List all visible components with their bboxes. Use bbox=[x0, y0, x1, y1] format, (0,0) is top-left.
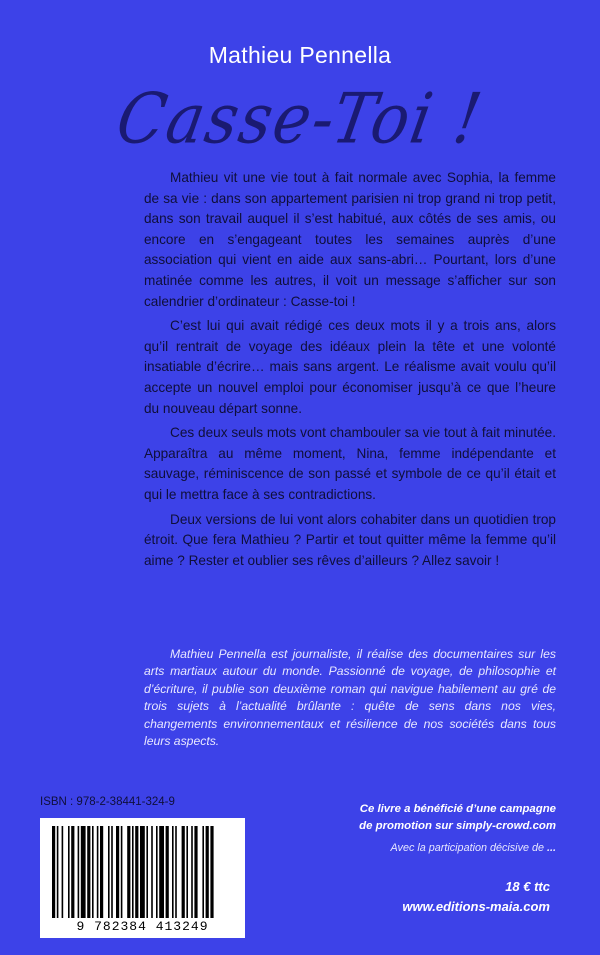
participation-ellipsis: ... bbox=[547, 842, 556, 854]
barcode-bar bbox=[111, 826, 113, 918]
barcode-bar bbox=[140, 826, 145, 918]
promo-text bbox=[316, 801, 556, 835]
barcode-bar bbox=[151, 826, 153, 918]
summary-text bbox=[144, 168, 556, 575]
barcode-bar bbox=[57, 826, 59, 918]
website-link[interactable]: www.editions-maia.com bbox=[402, 899, 550, 914]
barcode-bar bbox=[135, 826, 138, 918]
barcode-bar bbox=[156, 826, 158, 918]
barcode-bar bbox=[175, 826, 177, 918]
summary-paragraph: Deux versions de lui vont alors cohabiter dans un quotidien trop étroit. Que fera Mathieu ? Partir et tout quitter même la femme qu’il aime ? Rester et oublier ses rêves d’ailleurs ? Allez savoir ! bbox=[144, 511, 556, 568]
barcode-bar bbox=[78, 826, 80, 918]
promo-line: de promotion sur simply-crowd.com bbox=[359, 820, 556, 832]
barcode-bar bbox=[97, 826, 99, 918]
barcode-bar bbox=[71, 826, 74, 918]
barcode-bar bbox=[132, 826, 134, 918]
barcode-bar bbox=[159, 826, 164, 918]
barcode-bar bbox=[186, 826, 188, 918]
barcode-bar bbox=[210, 826, 213, 918]
barcode-digits: 9 782384 413249 bbox=[76, 919, 209, 934]
barcode-bar bbox=[108, 826, 110, 918]
barcode-bar bbox=[191, 826, 193, 918]
barcode-bar bbox=[182, 826, 185, 918]
barcode-bar bbox=[62, 826, 64, 918]
book-title: Casse-Toi ! bbox=[110, 77, 490, 160]
author-name: Mathieu Pennella bbox=[208, 42, 392, 68]
summary-paragraph: C’est lui qui avait rédigé ces deux mots il y a trois ans, alors qu’il rentrait de voyage des idéaux plein la tête et une volonté insatiable d’écrire… mais sans argent. Le réalisme avait voulu qu’il accepte un nouvel emploi pour économiser jusqu’à ce que l’heure du nouveau départ sonne. bbox=[144, 318, 556, 416]
barcode bbox=[40, 818, 245, 938]
summary-paragraph: Mathieu vit une vie tout à fait normale avec Sophia, la femme de sa vie : dans son appartement parisien ni trop grand ni trop petit, dans son travail auquel il s’est habitué, aux côtés de ses amis, ou encore en s’engageant toutes les semaines auprès d’une association qui vient en aide aux sans-abri… Pourtant, lors d’une matinée comme les autres, il voit un message s’afficher sur son calendrier d’ordinateur : Casse-toi ! bbox=[144, 170, 556, 309]
barcode-bar bbox=[100, 826, 103, 918]
barcode-bar bbox=[68, 826, 70, 918]
barcode-bar bbox=[127, 826, 130, 918]
barcode-bar bbox=[52, 826, 55, 918]
barcode-bar bbox=[81, 826, 86, 918]
promo-line: Ce livre a bénéficié d’une campagne bbox=[359, 803, 556, 815]
price-label: 18 € ttc bbox=[505, 879, 550, 894]
barcode-bar bbox=[87, 826, 90, 918]
participation-label: Avec la participation décisive de bbox=[390, 842, 544, 854]
barcode-bar bbox=[194, 826, 197, 918]
barcode-bar bbox=[172, 826, 174, 918]
barcode-bar bbox=[146, 826, 148, 918]
author-bio: Mathieu Pennella est journaliste, il réalise des documentaires sur les arts martiaux autour du monde. Passionné de voyage, de philosophie et d’écriture, il publie son deuxième roman qui navigue habilement au gré de trois sujets à l’actualité brûlante : quête de sens dans nos vies, changements environnementaux et résilience de nos sociétés dans tous leurs aspects. bbox=[144, 647, 556, 749]
isbn-label: ISBN : 978-2-38441-324-9 bbox=[40, 796, 175, 808]
participation-text bbox=[296, 842, 556, 854]
barcode-bar bbox=[116, 826, 119, 918]
barcode-bar bbox=[121, 826, 123, 918]
barcode-bar bbox=[206, 826, 209, 918]
barcode-bar bbox=[202, 826, 204, 918]
barcode-bar bbox=[92, 826, 94, 918]
summary-paragraph: Ces deux seuls mots vont chambouler sa vie tout à fait minutée. Apparaîtra au même moment, Nina, femme indépendante et sauvage, réminiscence de son passé et symbole de ce qu’il était et qui le mettra face à ses contradictions. bbox=[144, 425, 556, 502]
barcode-bar bbox=[166, 826, 169, 918]
